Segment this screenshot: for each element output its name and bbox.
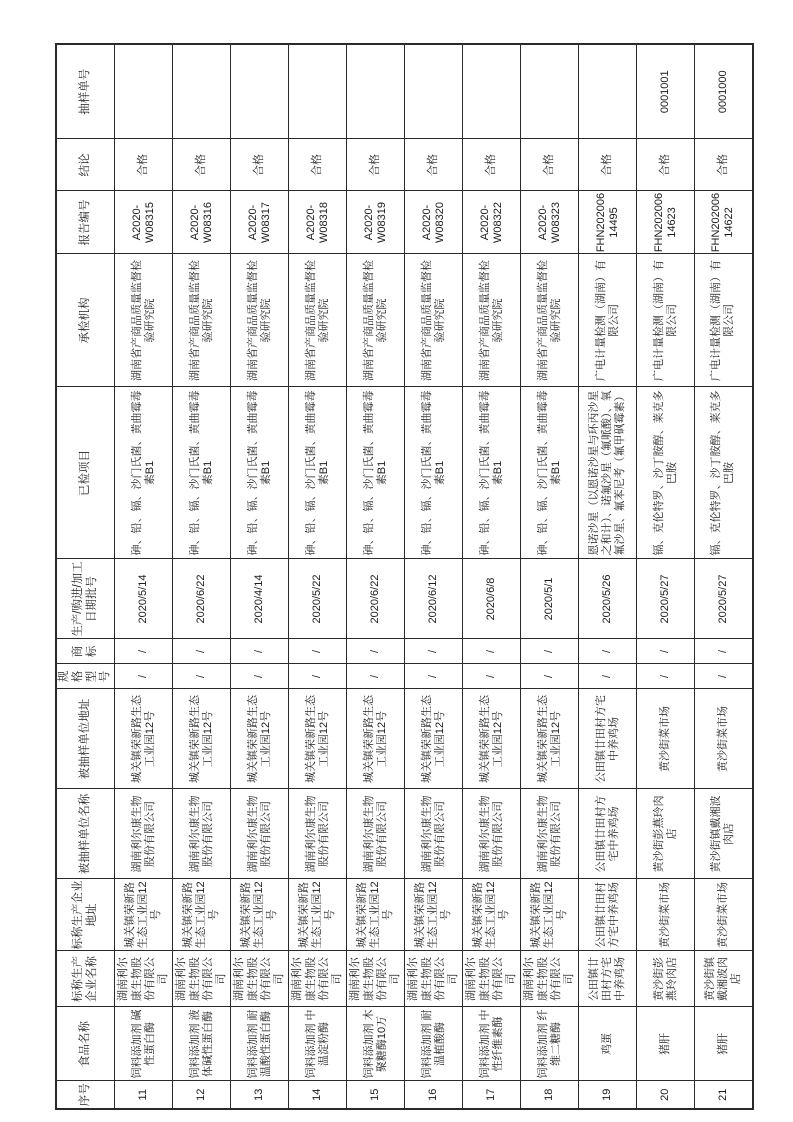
cell-producer: 湖南利尔康生物股份有限公司: [231, 951, 289, 1007]
cell-sample_no: [115, 44, 173, 139]
cell-food: 饲料添加剂 耐温酸性蛋白酶: [231, 1007, 289, 1081]
cell-xh: 18: [521, 1081, 579, 1109]
cell-agency: 广电计量检测（湖南）有限公司: [637, 254, 695, 387]
cell-agency: 湖南省产商品质量监督检验研究院: [521, 254, 579, 387]
cell-spec: /: [231, 664, 289, 689]
cell-items: 砷、铅、镉、沙门氏菌、黄曲霉毒素B1: [289, 387, 347, 559]
column-header-spec: 规格型号: [56, 664, 115, 689]
column-header-sampled: 被抽样单位名称: [56, 789, 115, 879]
table-row: [405, 44, 463, 1109]
cell-xh: 13: [231, 1081, 289, 1109]
cell-sampled_addr: 黄沙街菜市场: [637, 689, 695, 789]
cell-sampled: 公田镇廿田村方宅中养鸡场: [579, 789, 637, 879]
column-header-items: 已检项目: [56, 387, 115, 559]
cell-sampled_addr: 公田镇廿田村方宅中养鸡场: [579, 689, 637, 789]
cell-producer_addr: 城关镇荣新路生态工业园12号: [405, 879, 463, 951]
cell-producer: 黄沙街镇戴湘波肉店: [695, 951, 753, 1007]
cell-items: 镉、克伦特罗、沙丁胺醇、莱克多巴胺: [695, 387, 753, 559]
cell-conclusion: 合格: [695, 139, 753, 191]
cell-date: 2020/6/8: [463, 559, 521, 639]
cell-report: FHN20200614495: [579, 191, 637, 254]
cell-brand: /: [115, 639, 173, 664]
cell-sample_no: [231, 44, 289, 139]
cell-sampled_addr: 城关镇荣新路生态工业园12号: [405, 689, 463, 789]
cell-food: 猪肝: [695, 1007, 753, 1081]
cell-producer_addr: 城关镇荣新路生态工业园12号: [231, 879, 289, 951]
cell-agency: 湖南省产商品质量监督检验研究院: [115, 254, 173, 387]
column-header-sampled_addr: 被抽样单位地址: [56, 689, 115, 789]
cell-sampled: 黄沙街彭燕玲肉店: [637, 789, 695, 879]
cell-sample_no: [463, 44, 521, 139]
cell-date: 2020/5/27: [695, 559, 753, 639]
cell-producer_addr: 城关镇荣新路生态工业园12号: [347, 879, 405, 951]
cell-food: 鸡蛋: [579, 1007, 637, 1081]
cell-brand: /: [289, 639, 347, 664]
cell-producer_addr: 黄沙街菜市场: [695, 879, 753, 951]
cell-conclusion: 合格: [289, 139, 347, 191]
cell-producer_addr: 公田镇廿田村方宅中养鸡场: [579, 879, 637, 951]
table-row: [289, 44, 347, 1109]
column-header-conclusion: 结论: [56, 139, 115, 191]
column-header-food: 食品名称: [56, 1007, 115, 1081]
cell-food: 饲料添加剂 中温淀粉酶: [289, 1007, 347, 1081]
cell-report: A2020-W08323: [521, 191, 579, 254]
cell-brand: /: [521, 639, 579, 664]
column-header-producer: 标称生产企业名称: [56, 951, 115, 1007]
cell-sampled: 湖南利尔康生物股份有限公司: [521, 789, 579, 879]
cell-spec: /: [695, 664, 753, 689]
cell-conclusion: 合格: [231, 139, 289, 191]
cell-date: 2020/6/22: [347, 559, 405, 639]
cell-brand: /: [347, 639, 405, 664]
cell-producer: 湖南利尔康生物股份有限公司: [463, 951, 521, 1007]
cell-items: 砷、铅、镉、沙门氏菌、黄曲霉毒素B1: [347, 387, 405, 559]
cell-producer_addr: 黄沙街菜市场: [637, 879, 695, 951]
table-row: [463, 44, 521, 1109]
cell-sampled: 湖南利尔康生物股份有限公司: [289, 789, 347, 879]
cell-sampled: 湖南利尔康生物股份有限公司: [231, 789, 289, 879]
cell-spec: /: [521, 664, 579, 689]
cell-conclusion: 合格: [637, 139, 695, 191]
sampling-results-table: [55, 43, 754, 1110]
cell-spec: /: [173, 664, 231, 689]
cell-producer: 公田镇廿田村方宅中养鸡场: [579, 951, 637, 1007]
cell-items: 砷、铅、镉、沙门氏菌、黄曲霉毒素B1: [173, 387, 231, 559]
cell-conclusion: 合格: [115, 139, 173, 191]
cell-sampled: 湖南利尔康生物股份有限公司: [463, 789, 521, 879]
cell-producer: 湖南利尔康生物股份有限公司: [115, 951, 173, 1007]
cell-date: 2020/5/1: [521, 559, 579, 639]
cell-report: A2020-W08320: [405, 191, 463, 254]
cell-brand: /: [231, 639, 289, 664]
cell-date: 2020/6/12: [405, 559, 463, 639]
cell-producer_addr: 城关镇荣新路生态工业园12号: [115, 879, 173, 951]
cell-xh: 16: [405, 1081, 463, 1109]
cell-spec: /: [579, 664, 637, 689]
cell-sample_no: [521, 44, 579, 139]
cell-sampled_addr: 黄沙街菜市场: [695, 689, 753, 789]
cell-xh: 21: [695, 1081, 753, 1109]
table-row: [231, 44, 289, 1109]
column-header-report: 报告编号: [56, 191, 115, 254]
cell-report: A2020-W08322: [463, 191, 521, 254]
column-header-agency: 承检机构: [56, 254, 115, 387]
cell-xh: 14: [289, 1081, 347, 1109]
cell-food: 饲料添加剂 纤维二糖酶: [521, 1007, 579, 1081]
cell-sample_no: [289, 44, 347, 139]
cell-brand: /: [579, 639, 637, 664]
cell-producer_addr: 城关镇荣新路生态工业园12号: [521, 879, 579, 951]
cell-xh: 19: [579, 1081, 637, 1109]
cell-conclusion: 合格: [463, 139, 521, 191]
cell-report: A2020-W08315: [115, 191, 173, 254]
cell-food: 饲料添加剂 木聚糖酶10万: [347, 1007, 405, 1081]
cell-xh: 20: [637, 1081, 695, 1109]
table-row: [521, 44, 579, 1109]
cell-xh: 12: [173, 1081, 231, 1109]
cell-items: 砷、铅、镉、沙门氏菌、黄曲霉毒素B1: [405, 387, 463, 559]
cell-spec: /: [289, 664, 347, 689]
cell-producer_addr: 城关镇荣新路生态工业园12号: [463, 879, 521, 951]
header-row: [56, 44, 115, 1109]
cell-producer: 黄沙街彭燕玲肉店: [637, 951, 695, 1007]
cell-items: 砷、铅、镉、沙门氏菌、黄曲霉毒素B1: [463, 387, 521, 559]
cell-sampled_addr: 城关镇荣新路生态工业园12号: [289, 689, 347, 789]
cell-sampled_addr: 城关镇荣新路生态工业园12号: [115, 689, 173, 789]
cell-conclusion: 合格: [405, 139, 463, 191]
cell-sampled: 湖南利尔康生物股份有限公司: [347, 789, 405, 879]
table-row: [637, 44, 695, 1109]
cell-conclusion: 合格: [521, 139, 579, 191]
cell-items: 镉、克伦特罗、沙丁胺醇、莱克多巴胺: [637, 387, 695, 559]
cell-report: FHN20200614622: [695, 191, 753, 254]
rotated-table-container: [55, 45, 743, 1110]
cell-conclusion: 合格: [173, 139, 231, 191]
cell-brand: /: [637, 639, 695, 664]
table-row: [579, 44, 637, 1109]
cell-producer_addr: 城关镇荣新路生态工业园12号: [289, 879, 347, 951]
cell-agency: 湖南省产商品质量监督检验研究院: [347, 254, 405, 387]
cell-producer: 湖南利尔康生物股份有限公司: [173, 951, 231, 1007]
cell-sample_no: [405, 44, 463, 139]
cell-agency: 广电计量检测（湖南）有限公司: [695, 254, 753, 387]
cell-food: 饲料添加剂 中性纤维素酶: [463, 1007, 521, 1081]
cell-report: FHN20200614623: [637, 191, 695, 254]
cell-report: A2020-W08319: [347, 191, 405, 254]
cell-sampled_addr: 城关镇荣新路生态工业园12号: [173, 689, 231, 789]
cell-food: 饲料添加剂 耐温植酸酶: [405, 1007, 463, 1081]
cell-sample_no: 0001000: [695, 44, 753, 139]
cell-spec: /: [637, 664, 695, 689]
cell-date: 2020/5/14: [115, 559, 173, 639]
cell-conclusion: 合格: [347, 139, 405, 191]
table-row: [347, 44, 405, 1109]
cell-sampled_addr: 城关镇荣新路生态工业园12号: [347, 689, 405, 789]
column-header-date: 生产/购进/加工日期批号: [56, 559, 115, 639]
cell-date: 2020/5/27: [637, 559, 695, 639]
cell-producer_addr: 城关镇荣新路生态工业园12号: [173, 879, 231, 951]
cell-producer: 湖南利尔康生物股份有限公司: [289, 951, 347, 1007]
cell-agency: 广电计量检测（湖南）有限公司: [579, 254, 637, 387]
cell-agency: 湖南省产商品质量监督检验研究院: [405, 254, 463, 387]
cell-date: 2020/4/14: [231, 559, 289, 639]
table-row: [695, 44, 753, 1109]
cell-agency: 湖南省产商品质量监督检验研究院: [173, 254, 231, 387]
cell-date: 2020/5/22: [289, 559, 347, 639]
cell-sampled: 湖南利尔康生物股份有限公司: [405, 789, 463, 879]
cell-brand: /: [405, 639, 463, 664]
cell-agency: 湖南省产商品质量监督检验研究院: [231, 254, 289, 387]
cell-report: A2020-W08316: [173, 191, 231, 254]
cell-report: A2020-W08317: [231, 191, 289, 254]
cell-producer: 湖南利尔康生物股份有限公司: [405, 951, 463, 1007]
cell-sampled: 湖南利尔康生物股份有限公司: [115, 789, 173, 879]
column-header-xh: 序号: [56, 1081, 115, 1109]
cell-date: 2020/6/22: [173, 559, 231, 639]
cell-sampled: 湖南利尔康生物股份有限公司: [173, 789, 231, 879]
cell-spec: /: [115, 664, 173, 689]
column-header-brand: 商标: [56, 639, 115, 664]
cell-xh: 11: [115, 1081, 173, 1109]
cell-food: 猪肝: [637, 1007, 695, 1081]
cell-food: 饲料添加剂 液体碱性蛋白酶: [173, 1007, 231, 1081]
table-row: [173, 44, 231, 1109]
cell-sampled_addr: 城关镇荣新路生态工业园12号: [463, 689, 521, 789]
cell-report: A2020-W08318: [289, 191, 347, 254]
cell-sampled_addr: 城关镇荣新路生态工业园12号: [521, 689, 579, 789]
column-header-sample_no: 抽样单号: [56, 44, 115, 139]
cell-agency: 湖南省产商品质量监督检验研究院: [463, 254, 521, 387]
cell-food: 饲料添加剂 碱性蛋白酶: [115, 1007, 173, 1081]
cell-sample_no: 0001001: [637, 44, 695, 139]
cell-items: 砷、铅、镉、沙门氏菌、黄曲霉毒素B1: [231, 387, 289, 559]
table-body: [56, 44, 753, 1109]
cell-brand: /: [463, 639, 521, 664]
cell-sampled_addr: 城关镇荣新路生态工业园12号: [231, 689, 289, 789]
cell-agency: 湖南省产商品质量监督检验研究院: [289, 254, 347, 387]
column-header-producer_addr: 标称生产企业地址: [56, 879, 115, 951]
cell-sample_no: [579, 44, 637, 139]
cell-items: 砷、铅、镉、沙门氏菌、黄曲霉毒素B1: [521, 387, 579, 559]
table-row: [115, 44, 173, 1109]
cell-sampled: 黄沙街镇戴湘波肉店: [695, 789, 753, 879]
cell-items: 恩诺沙星（以恩诺沙星与环丙沙星之和计）、诺氟沙星（氟哌酸）、氧氟沙星、氟苯尼考（氟甲砜霉素）: [579, 387, 637, 559]
cell-items: 砷、铅、镉、沙门氏菌、黄曲霉毒素B1: [115, 387, 173, 559]
cell-conclusion: 合格: [579, 139, 637, 191]
cell-date: 2020/5/26: [579, 559, 637, 639]
cell-spec: /: [463, 664, 521, 689]
cell-spec: /: [405, 664, 463, 689]
cell-producer: 湖南利尔康生物股份有限公司: [521, 951, 579, 1007]
cell-sample_no: [173, 44, 231, 139]
cell-xh: 17: [463, 1081, 521, 1109]
cell-producer: 湖南利尔康生物股份有限公司: [347, 951, 405, 1007]
cell-xh: 15: [347, 1081, 405, 1109]
cell-spec: /: [347, 664, 405, 689]
cell-sample_no: [347, 44, 405, 139]
cell-brand: /: [695, 639, 753, 664]
cell-brand: /: [173, 639, 231, 664]
